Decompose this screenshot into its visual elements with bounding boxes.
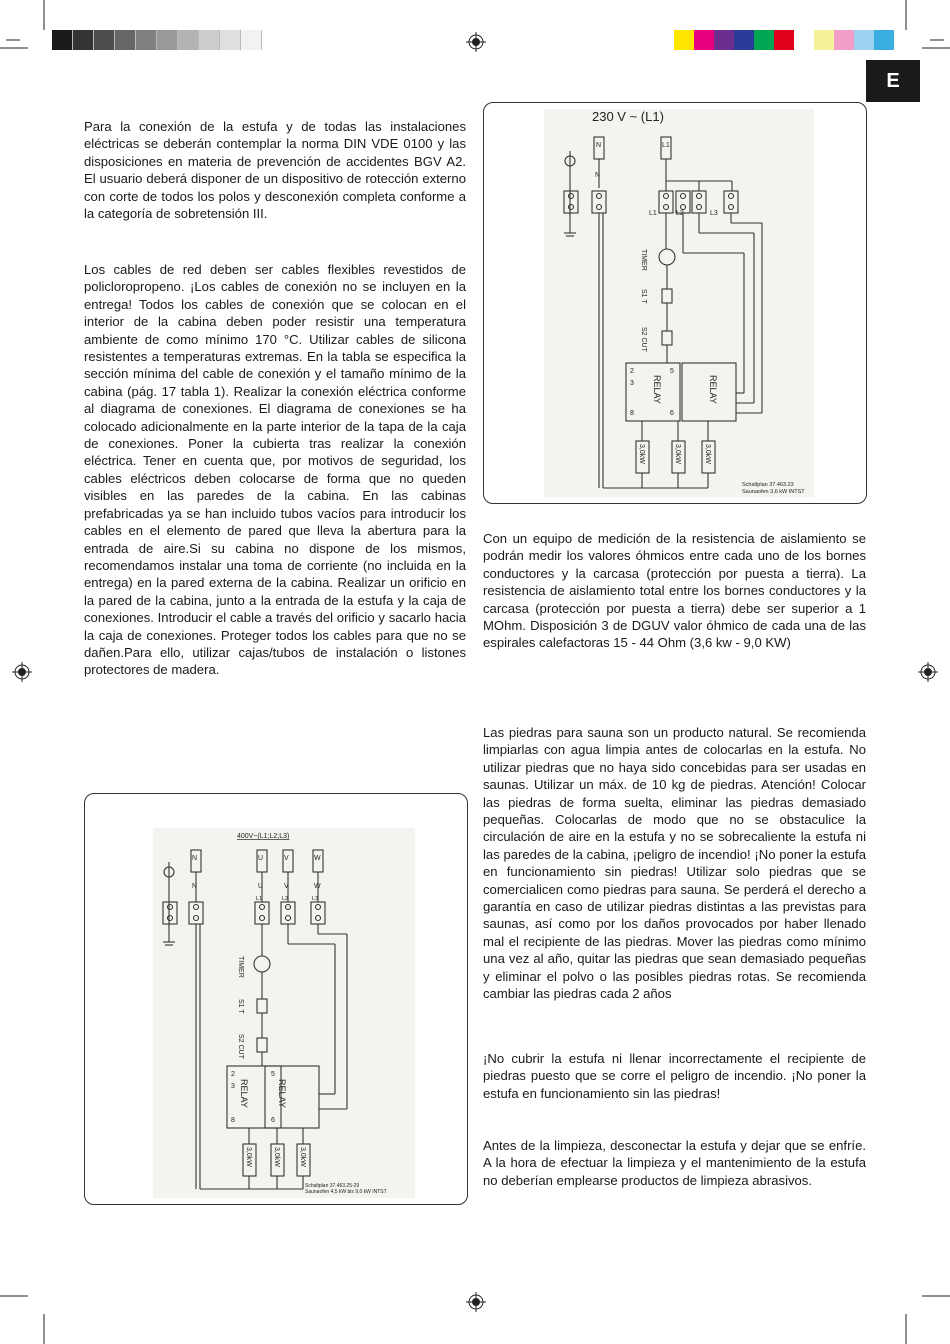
terminal-top-label-l1: L1: [662, 142, 670, 149]
registration-mark-bottom: [466, 1292, 486, 1312]
terminal-mid-label-l2: L2: [282, 896, 289, 902]
registration-mark-top: [466, 32, 486, 52]
heater-3-label: 3,0kW: [299, 1147, 306, 1167]
diagram-230-title: 230 V ~ (L1): [592, 109, 664, 124]
gray-swatch: [241, 30, 262, 50]
plan-description: Saunaofen 4,5 kW bis 9,0 kW INTST: [305, 1189, 387, 1195]
plan-description: Saunaofen 3,6 kW INTST: [742, 489, 805, 495]
grayscale-calibration-bar: [52, 30, 262, 50]
terminal-label-w: W: [314, 883, 321, 890]
timer-label: TIMER: [640, 249, 647, 271]
terminal-label-l3: L3: [710, 210, 718, 217]
fire-warning-paragraph: ¡No cubrir la estufa ni llenar incorrectamente el recipiente de piedras puesto que se corre el peligro de incendio. ¡No poner la estufa en funcionamiento sin las piedras!: [483, 1051, 866, 1101]
terminal-top-label-n: N: [192, 855, 198, 862]
relay-pin-3: 3: [630, 380, 634, 387]
color-swatch: [854, 30, 874, 50]
registration-mark-right: [918, 662, 938, 682]
terminal-label-u: U: [258, 883, 264, 890]
gray-swatch: [220, 30, 241, 50]
plan-number: Schaltplan 37.463.23: [742, 482, 794, 488]
relay-pin-5: 5: [271, 1071, 275, 1078]
relay-pin-2: 2: [630, 368, 634, 375]
s2-label: S2 CUT: [237, 1034, 244, 1059]
cables-paragraph: Los cables de red deben ser cables flexibles revestidos de policloropropeno. ¡Los cables de conexión no se incluyen en la entrega! Todos los cables de conexión que se colocan en el interior de la cabina deben poder resistir una temperatura ambiente de como mínimo 170 °C. Utilizar cables de silicona resistentes a temperaturas extremas. En la tabla se especifica la sección mínima del cable de conexión y el tamaño mínimo de la cabina (pág. 17 tabla 1). Realizar la conexión eléctrica conforme al diagrama de conexiones. El diagrama de conexiones se ha colocado adicionalmente en la parte interior de la tapa de la caja de conexiones. Poner la cubierta tras realizar la conexión eléctrica. Tener en cuenta que, por motivos de seguridad, los cables eléctricos deben colocarse de forma que no queden visibles en las paredes de la cabina. En las cabinas prefabricadas ya se han incluido tubos vacíos para introducir los cables en el elemento de pared que lleva la abertura para la entrada de aire.Si su cabina no dispone de los mismos, recomendamos instalar una toma de corriente (no incluida en la entrega) en la pared externa de la cabina. Realizar un orificio en la pared de la cabina, junto a la entrada de la estufa y la caja de conexiones. Introducir el cable a través del orificio y sacarlo hacia la caja de conexiones. Proteger todos los cables para que no se dañen.Para ello, utilizar cajas/tubos de instalación o listones protectores de madera.: [84, 262, 466, 678]
heater-2-label: 3,0kW: [674, 444, 681, 464]
gray-swatch: [157, 30, 178, 50]
gray-swatch: [115, 30, 136, 50]
insulation-paragraph: Con un equipo de medición de la resistencia de aislamiento se podrán medir los valores óhmicos entre cada uno de los bornes conductores y la carcasa (protección por puesta a tierra). La resistencia de aislamiento total entre los bornes conductores y la carcasa (protección por puesta a tierra) debe ser superior a 1 MOhm. Disposición 3 de DGUV valor óhmico de cada una de las espirales calefactoras 15 - 44 Ohm (3,6 kw - 9,0 KW): [483, 531, 866, 651]
relay-pin-8: 8: [231, 1117, 235, 1124]
cleaning-paragraph: Antes de la limpieza, desconectar la estufa y dejar que se enfríe. A la hora de efectuar la limpieza y el mantenimiento de la estufa no deberían emplearse productos de limpieza abrasivos.: [483, 1138, 866, 1188]
terminal-label-n: N: [192, 883, 198, 890]
terminal-label-l1: L1: [649, 210, 657, 217]
relay-2-label: RELAY: [277, 1079, 287, 1108]
relay-1-label: RELAY: [239, 1079, 249, 1108]
wiring-diagram-400v-svg: [85, 794, 467, 1204]
color-swatch: [714, 30, 734, 50]
relay-pin-5: 5: [670, 368, 674, 375]
timer-label: TIMER: [237, 956, 244, 978]
terminal-label-v: V: [284, 883, 289, 890]
color-swatch: [794, 30, 814, 50]
s1-label: S1 T: [640, 289, 647, 304]
color-swatch: [674, 30, 694, 50]
wiring-diagram-230v: [483, 102, 867, 504]
gray-swatch: [178, 30, 199, 50]
s2-label: S2 CUT: [640, 327, 647, 352]
relay-pin-8: 8: [630, 410, 634, 417]
terminal-top-label-w: W: [314, 855, 321, 862]
color-swatch: [774, 30, 794, 50]
heater-1-label: 3,0kW: [638, 444, 645, 464]
heater-3-label: 3,0kW: [704, 444, 711, 464]
terminal-top-label-n: N: [596, 142, 602, 149]
terminal-top-label-u: U: [258, 855, 264, 862]
color-swatch: [734, 30, 754, 50]
stones-paragraph: Las piedras para sauna son un producto natural. Se recomienda limpiarlas con agua limpia antes de colocarlas en la estufa. No utilizar piedras que no haya sido concebidas para ser usadas en saunas. Utilizar un máx. de 10 kg de piedras. Atención! Colocar las piedras de forma suelta, eliminar las piedras demasiado pequeñas. Colocarlas de modo que no se obstaculice la circulación de aire en la estufa y no se sobrecaliente la estufa ni las paredes de la cabina, ¡peligro de incendio! ¡No poner la estufa en funcionamiento sin piedras! Utilizar solo piedras que se comercialicen como piedras para sauna. Se perderá el derecho a garantía en caso de utilizar piedras distintas a las previstas para saunas, así como por los daños provocados por haber llenado mal el recipiente de las piedras. Mover las piedras como mínimo una vez al año, quitar las piedras que sean demasiado pequeñas y eliminar el polvo o las posibles piedras rotas. Se recomienda cambiar las piedras cada 2 años: [483, 725, 866, 1002]
terminal-top-label-v: V: [284, 855, 289, 862]
heater-2-label: 3,0kW: [273, 1147, 280, 1167]
relay-pin-6: 6: [670, 410, 674, 417]
relay-1-label: RELAY: [652, 375, 662, 404]
gray-swatch: [94, 30, 115, 50]
gray-swatch: [136, 30, 157, 50]
terminal-mid-label-l1: L1: [256, 896, 263, 902]
color-calibration-bar: [674, 30, 894, 50]
terminal-label-l2: L2: [676, 210, 684, 217]
gray-swatch: [52, 30, 73, 50]
gray-swatch: [199, 30, 220, 50]
color-swatch: [834, 30, 854, 50]
relay-2-label: RELAY: [708, 375, 718, 404]
color-swatch: [874, 30, 894, 50]
color-swatch: [754, 30, 774, 50]
color-swatch: [694, 30, 714, 50]
color-swatch: [814, 30, 834, 50]
terminal-mid-label-l3: L3: [312, 896, 319, 902]
plan-number: Schaltplan 37.463.25-29: [305, 1183, 360, 1189]
wiring-diagram-230v-svg: [484, 103, 866, 503]
heater-1-label: 3,0kW: [245, 1147, 252, 1167]
wiring-diagram-400v: [84, 793, 468, 1205]
registration-mark-left: [12, 662, 32, 682]
section-tab: E: [866, 60, 920, 102]
diagram-400-title: 400V~(L1;L2;L3): [237, 833, 290, 840]
relay-pin-6: 6: [271, 1117, 275, 1124]
relay-pin-2: 2: [231, 1071, 235, 1078]
terminal-label-n: N: [595, 172, 601, 179]
intro-paragraph: Para la conexión de la estufa y de todas las instalaciones eléctricas se deberán contemplar la norma DIN VDE 0100 y las disposiciones en materia de prevención de accidentes BGV A2. El usuario deberá disponer de un dispositivo de rotección externo con corte de todos los polos y desconexión completa conforme a la categoría de sobretensión III.: [84, 119, 466, 222]
gray-swatch: [73, 30, 94, 50]
s1-label: S1 T: [237, 999, 244, 1014]
relay-pin-3: 3: [231, 1083, 235, 1090]
